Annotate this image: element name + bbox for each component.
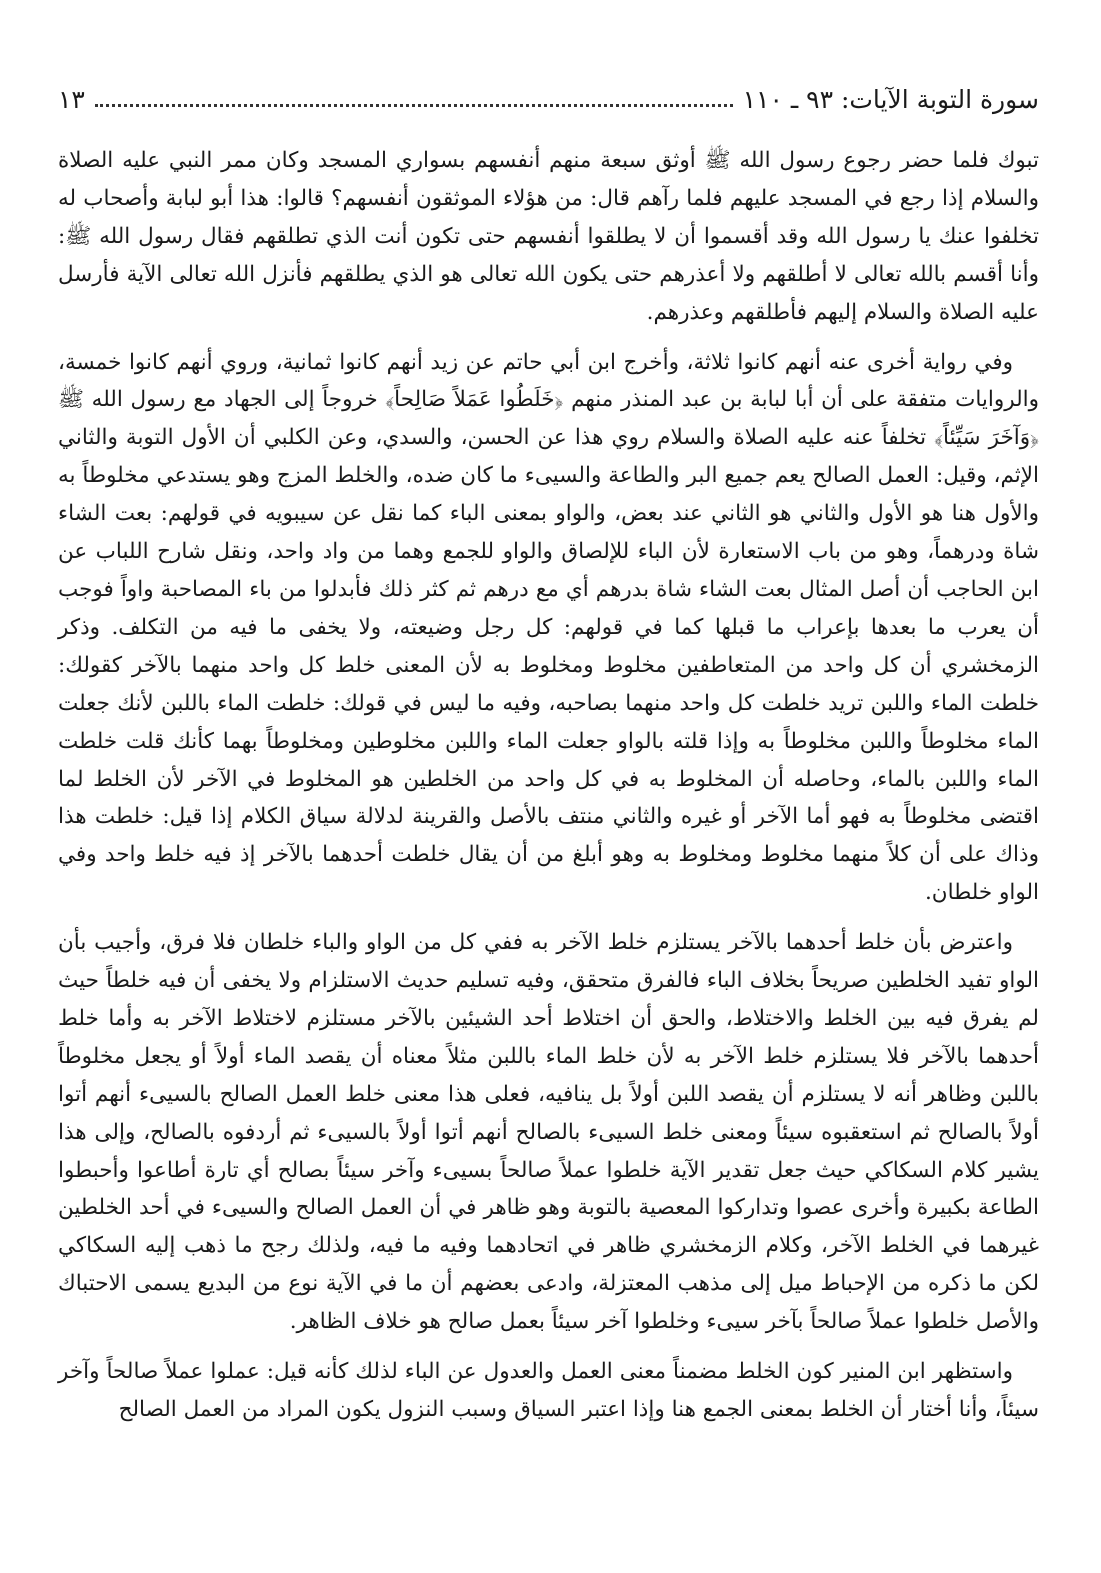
body-text xyxy=(58,142,1039,1441)
running-header xyxy=(58,80,1039,114)
page-number: ١٣ xyxy=(58,85,85,114)
running-title: سورة التوبة الآيات: ٩٣ ـ ١١٠ xyxy=(742,85,1039,114)
paragraph-2: وفي رواية أخرى عنه أنهم كانوا ثلاثة، وأخرج ابن أبي حاتم عن زيد أنهم كانوا ثمانية، وروي أنهم كانوا خمسة، والروايات متفقة على أن أبا لبابة بن عبد المنذر منهم ﴿خَلَطُوا عَمَلاً صَالِحاً﴾ خروجاً إلى الجهاد مع رسول الله ﷺ ﴿وَآخَرَ سَيِّئاً﴾ تخلفاً عنه عليه الصلاة والسلام روي هذا عن الحسن، والسدي، وعن الكلبي أن الأول التوبة والثاني الإثم، وقيل: العمل الصالح يعم جميع البر والطاعة والسيىء ما كان ضده، والخلط المزج وهو يستدعي مخلوطاً به والأول هنا هو الأول والثاني هو الثاني عند بعض، والواو بمعنى الباء كما نقل عن سيبويه في قولهم: بعت الشاء شاة ودرهماً، وهو من باب الاستعارة لأن الباء للإلصاق والواو للجمع وهما من واد واحد، ونقل شارح اللباب عن ابن الحاجب أن أصل المثال بعت الشاء شاة بدرهم أي مع درهم ثم كثر ذلك فأبدلوا من باء المصاحبة واواً فوجب أن يعرب ما بعدها بإعراب ما قبلها كما في قولهم: كل رجل وضيعته، ولا يخفى ما فيه من التكلف. وذكر الزمخشري أن كل واحد من المتعاطفين مخلوط ومخلوط به لأن المعنى خلط كل واحد منهما بالآخر كقولك: خلطت الماء واللبن تريد خلطت كل واحد منهما بصاحبه، وفيه ما ليس في قولك: خلطت الماء باللبن لأنك جعلت الماء مخلوطاً واللبن مخلوطاً به وإذا قلته بالواو جعلت الماء واللبن مخلوطين ومخلوطاً بهما كأنك قلت خلطت الماء واللبن بالماء، وحاصله أن المخلوط به في كل واحد من الخلطين هو المخلوط في الآخر لأن الخلط لما اقتضى مخلوطاً به فهو أما الآخر أو غيره والثاني منتف بالأصل والقرينة لدلالة سياق الكلام إذا قيل: خلطت هذا وذاك على أن كلاً منهما مخلوط ومخلوط به وهو أبلغ من أن يقال خلطت أحدهما بالآخر إذ فيه خلط واحد وفي الواو خلطان. xyxy=(58,349,1039,906)
dot-leader xyxy=(95,103,733,107)
paragraph-4: واستظهر ابن المنير كون الخلط مضمناً معنى العمل والعدول عن الباء لذلك كأنه قيل: عملوا عملاً صالحاً وآخر سيئاً، وأنا أختار أن الخلط بمعنى الجمع هنا وإذا اعتبر السياق وسبب النزول يكون المراد من العمل الصالح xyxy=(58,1359,1039,1422)
paragraph-3: واعترض بأن خلط أحدهما بالآخر يستلزم خلط الآخر به ففي كل من الواو والباء خلطان فلا فرق، وأجيب بأن الواو تفيد الخلطين صريحاً بخلاف الباء فالفرق متحقق، وفيه تسليم حديث الاستلزام ولا يخفى أن فيه خلطاً حيث لم يفرق فيه بين الخلط والاختلاط، والحق أن اختلاط أحد الشيئين بالآخر مستلزم لاختلاط الآخر به وأما خلط أحدهما بالآخر فلا يستلزم خلط الآخر به لأن خلط الماء باللبن مثلاً معناه أن يقصد الماء أولاً أو يجعل مخلوطاً باللبن وظاهر أنه لا يستلزم أن يقصد اللبن أولاً بل ينافيه، فعلى هذا معنى خلط العمل الصالح بالسيىء أنهم أتوا أولاً بالصالح ثم استعقبوه سيئاً ومعنى خلط السيىء بالصالح أنهم أتوا أولاً بالسيىء ثم أردفوه بالصالح، وإلى هذا يشير كلام السكاكي حيث جعل تقدير الآية خلطوا عملاً صالحاً بسيىء وآخر سيئاً بصالح أي تارة أطاعوا وأحبطوا الطاعة بكبيرة وأخرى عصوا وتداركوا المعصية بالتوبة وهو ظاهر في أن العمل الصالح والسيىء في أحد الخلطين غيرهما في الخلط الآخر، وكلام الزمخشري ظاهر في اتحادهما وفيه ما فيه، ولذلك رجح ما ذهب إليه السكاكي لكن ما ذكره من الإحباط ميل إلى مذهب المعتزلة، وادعى بعضهم أن ما في الآية نوع من البديع يسمى الاحتباك والأصل خلطوا عملاً صالحاً بآخر سيىء وخلطوا آخر سيئاً بعمل صالح هو خلاف الظاهر. xyxy=(58,930,1039,1335)
paragraph-1: تبوك فلما حضر رجوع رسول الله ﷺ أوثق سبعة منهم أنفسهم بسواري المسجد وكان ممر النبي عليه الصلاة والسلام إذا رجع في المسجد عليهم فلما رآهم قال: من هؤلاء الموثقون أنفسهم؟ قالوا: هذا أبو لبابة وأصحاب له تخلفوا عنك يا رسول الله وقد أقسموا أن لا يطلقوا أنفسهم حتى تكون أنت الذي تطلقهم فقال رسول الله ﷺ: وأنا أقسم بالله تعالى لا أطلقهم ولا أعذرهم حتى يكون الله تعالى هو الذي يطلقهم فأنزل الله تعالى الآية فأرسل عليه الصلاة والسلام إليهم فأطلقهم وعذرهم. xyxy=(58,148,1039,325)
